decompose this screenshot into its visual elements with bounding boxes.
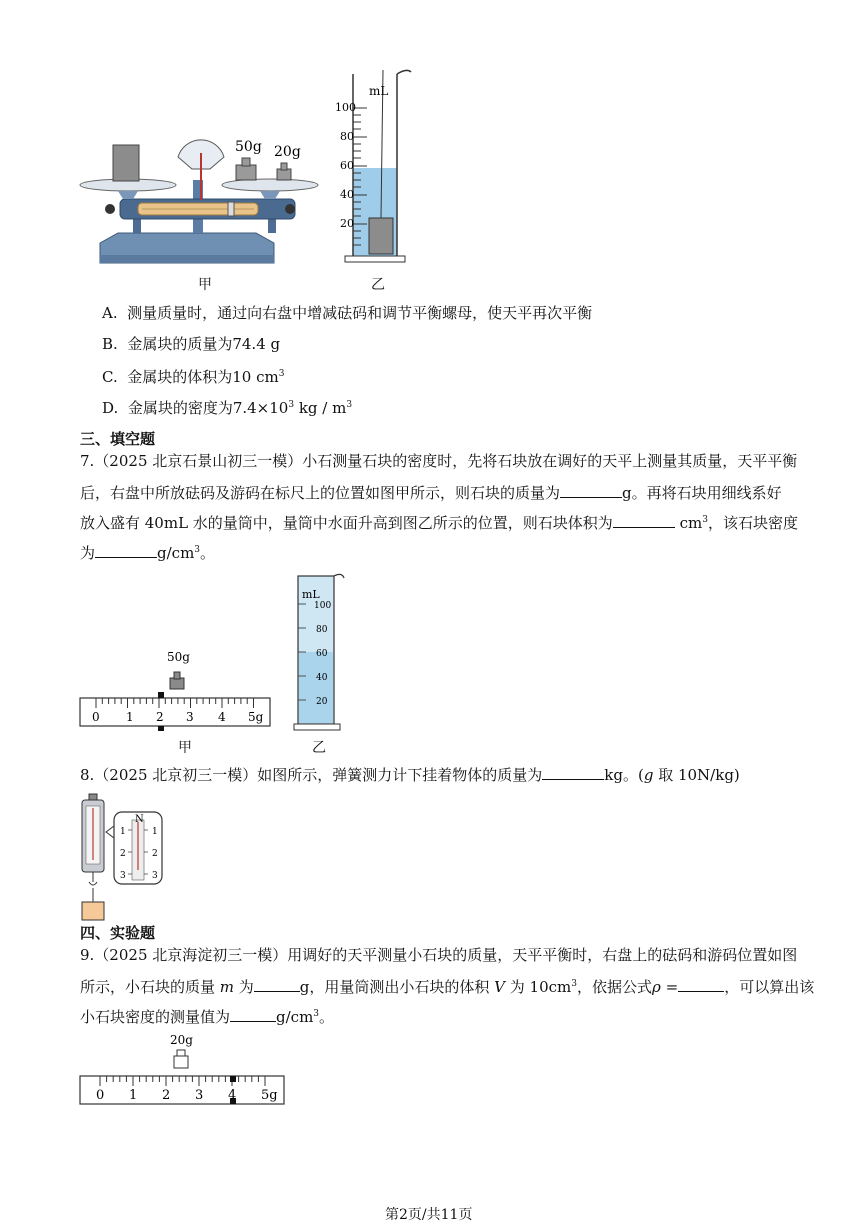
q7-mass-blank[interactable] — [560, 481, 622, 498]
balance-figure — [78, 125, 323, 270]
q7-caption-jia: 甲 — [178, 740, 192, 756]
cylinder-tick-40: 40 — [340, 188, 354, 201]
q7-line-4: 为 $g/cm^3$。 — [80, 541, 215, 563]
q7-cyl-60: 60 — [316, 649, 328, 659]
q9-line-2: 所示，小石块的质量 m 为 g，用量筒测出小石块的体积 V 为 $10cm^3$，依据公式ρ = ，可以算出该 — [80, 975, 814, 997]
q7-ruler-1: 1 — [126, 710, 134, 724]
q7-cylinder-unit: mL — [302, 588, 320, 601]
q7-ruler-4: 4 — [218, 710, 226, 724]
caption-yi: 乙 — [371, 277, 385, 293]
q9-ruler-5g: 5g — [261, 1088, 278, 1103]
q8-unit: N — [135, 814, 144, 825]
option-b: B. 金属块的质量为74.4 g — [102, 335, 281, 353]
q9-line-3: 小石块密度的测量值为 $g/cm^3$。 — [80, 1005, 334, 1027]
q7-line-3: 放入盛有 40mL 水的量筒中，量筒中水面升高到图乙所示的位置，则石块体积为 $cm^3$，该石块密度 — [80, 511, 798, 533]
q9-formula-blank[interactable] — [678, 975, 724, 992]
cylinder-tick-60: 60 — [340, 159, 354, 172]
cylinder-tick-100: 100 — [335, 101, 356, 114]
q9-density-blank[interactable] — [230, 1005, 276, 1022]
q7-ruler-3: 3 — [186, 710, 194, 724]
q7-cylinder-figure — [292, 572, 348, 734]
q7-ruler-2: 2 — [156, 710, 164, 724]
page-footer: 第2页/共11页 — [385, 1207, 473, 1223]
cylinder-unit: mL — [369, 84, 389, 98]
q7-cyl-20: 20 — [316, 697, 328, 707]
q7-cyl-80: 80 — [316, 625, 328, 635]
q7-cyl-100: 100 — [314, 601, 332, 611]
q9-line-1: 9.（2025 北京海淀初三一模）用调好的天平测量小石块的质量，天平平衡时，右盘上的砝码和游码位置如图 — [80, 946, 798, 964]
q9-ruler-figure — [78, 1030, 286, 1108]
q9-mass-blank[interactable] — [254, 975, 300, 992]
q9-ruler-0: 0 — [96, 1088, 105, 1103]
section-3-title: 三、填空题 — [80, 430, 156, 448]
q8-scale-2-right: 2 — [152, 849, 158, 859]
q9-weight-label: 20g — [170, 1033, 193, 1047]
q7-ruler-figure — [78, 648, 274, 732]
cylinder-tick-20: 20 — [340, 217, 354, 230]
q8-scale-2-left: 2 — [120, 849, 126, 859]
option-a: A. 测量质量时，通过向右盘中增减砝码和调节平衡螺母，使天平再次平衡 — [102, 304, 593, 322]
q8-scale-1-right: 1 — [152, 827, 158, 837]
caption-jia: 甲 — [198, 277, 212, 293]
q8-scale-3-left: 3 — [120, 871, 126, 881]
q7-density-blank[interactable] — [95, 541, 157, 558]
q7-volume-blank[interactable] — [613, 511, 675, 528]
weight-20g-label: 20g — [274, 144, 301, 160]
option-d: D. 金属块的密度为$7.4\times 10^3$ kg / $m^3$ — [102, 399, 353, 417]
q7-caption-yi: 乙 — [312, 740, 326, 756]
q7-ruler-5g: 5g — [248, 710, 264, 724]
q8-mass-blank[interactable] — [542, 763, 604, 780]
q8-scale-3-right: 3 — [152, 871, 158, 881]
q7-line-1: 7.（2025 北京石景山初三一模）小石测量石块的密度时，先将石块放在调好的天平上测量其质量，天平平衡 — [80, 452, 798, 470]
q9-ruler-4: 4 — [228, 1088, 237, 1103]
q9-ruler-3: 3 — [195, 1088, 204, 1103]
q8-scale-1-left: 1 — [120, 827, 126, 837]
cylinder-tick-80: 80 — [340, 130, 354, 143]
q9-ruler-1: 1 — [129, 1088, 138, 1103]
q7-ruler-0: 0 — [92, 710, 100, 724]
option-c: C. 金属块的体积为10 $cm^3$ — [102, 368, 285, 386]
q8-line: 8.（2025 北京初三一模）如图所示，弹簧测力计下挂着物体的质量为 kg。(g 取 10N/kg) — [80, 763, 740, 785]
q7-cyl-40: 40 — [316, 673, 328, 683]
cylinder-figure-1 — [335, 68, 415, 268]
weight-50g-label: 50g — [235, 139, 262, 155]
q7-line-2: 后，右盘中所放砝码及游码在标尺上的位置如图甲所示，则石块的质量为 g。再将石块用细线系好 — [80, 481, 782, 503]
q9-ruler-2: 2 — [162, 1088, 171, 1103]
q7-weight-label: 50g — [167, 650, 190, 664]
q8-spring-scale-figure — [76, 792, 170, 922]
section-4-title: 四、实验题 — [80, 924, 156, 942]
